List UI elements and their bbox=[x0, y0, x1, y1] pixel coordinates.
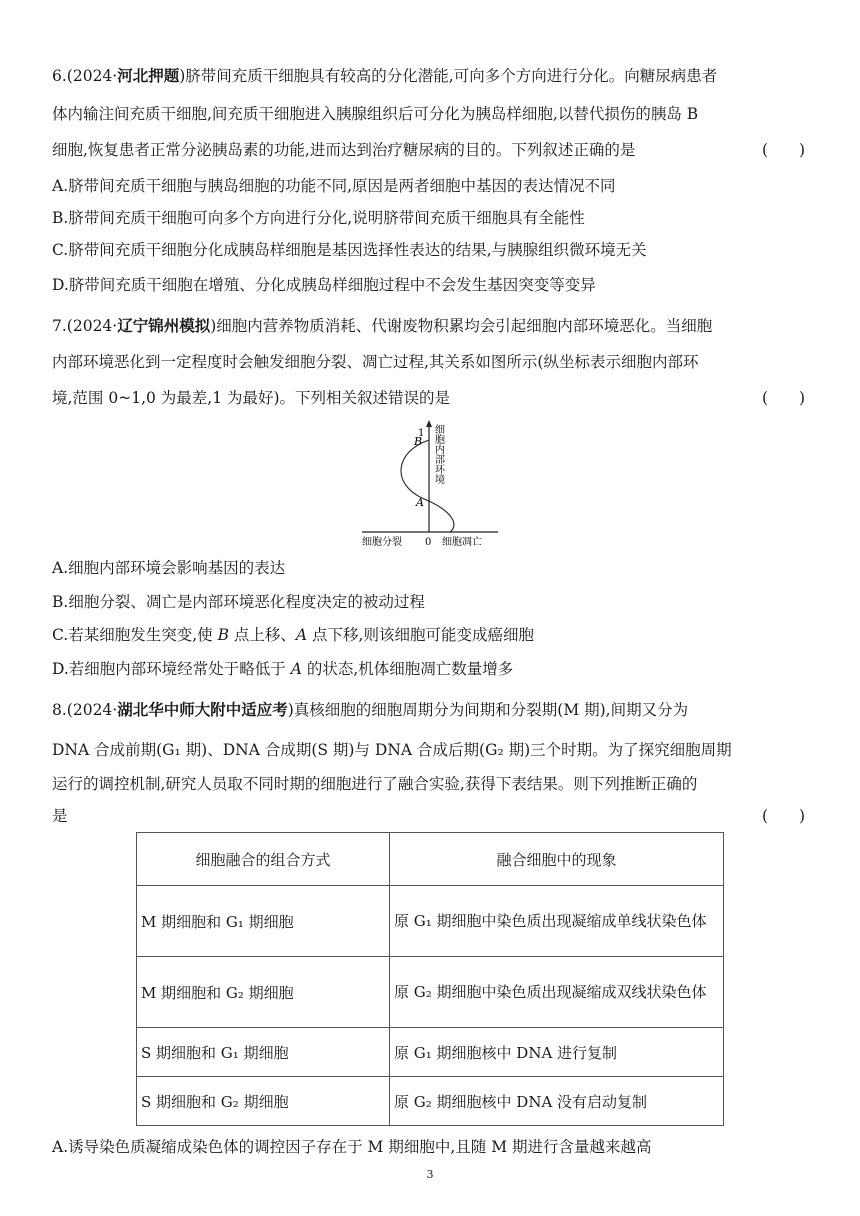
q6-option-d: D.脐带间充质干细胞在增殖、分化成胰岛样细胞过程中不会发生基因突变等变异 bbox=[52, 276, 596, 294]
label-b: B bbox=[414, 435, 423, 448]
q7-line-2: 内部环境恶化到一定程度时会触发细胞分裂、凋亡过程,其关系如图所示(纵坐标表示细胞内部环 bbox=[52, 353, 699, 371]
q6-source: 河北押题 bbox=[117, 67, 180, 85]
table-cell: S 期细胞和 G₂ 期细胞 bbox=[137, 1077, 390, 1126]
q7-option-b: B.细胞分裂、凋亡是内部环境恶化程度决定的被动过程 bbox=[52, 593, 425, 611]
q6-line-3: 细胞,恢复患者正常分泌胰岛素的功能,进而达到治疗糖尿病的目的。下列叙述正确的是 bbox=[52, 141, 636, 159]
table-header-row bbox=[137, 833, 724, 886]
q8-source: 湖北华中师大附中适应考 bbox=[117, 701, 288, 719]
q6-answer-paren: ( ) bbox=[762, 141, 806, 159]
table-row bbox=[137, 957, 724, 1028]
curve bbox=[401, 440, 454, 532]
q8-answer-paren: ( ) bbox=[762, 807, 806, 825]
q8-option-a: A.诱导染色质凝缩成染色体的调控因子存在于 M 期细胞中,且随 M 期进行含量越来越高 bbox=[52, 1138, 652, 1156]
q7-option-d: D.若细胞内部环境经常处于略低于 A 的状态,机体细胞凋亡数量增多 bbox=[52, 660, 514, 678]
q8-line-3: 运行的调控机制,研究人员取不同时期的细胞进行了融合实验,获得下表结果。则下列推断正确的 bbox=[52, 775, 698, 793]
table-cell: 原 G₂ 期细胞中染色质出现凝缩成双线状染色体 bbox=[390, 957, 724, 1028]
q8-line-4: 是 bbox=[52, 807, 68, 825]
table-row bbox=[137, 1077, 724, 1126]
q7-line-3: 境,范围 0~1,0 为最差,1 为最好)。下列相关叙述错误的是 bbox=[52, 389, 451, 407]
x-label-left: 细胞分裂 bbox=[362, 537, 402, 548]
y-tick-top: 1 bbox=[418, 428, 425, 439]
y-axis-label: 细胞内部环境 bbox=[432, 424, 444, 484]
table-header: 融合细胞中的现象 bbox=[390, 833, 724, 886]
q8-line-1: 8.(2024·湖北华中师大附中适应考)真核细胞的细胞周期分为间期和分裂期(M 期),间期又分为 bbox=[52, 701, 689, 719]
label-a: A bbox=[416, 496, 424, 509]
q7-source: 辽宁锦州模拟 bbox=[117, 317, 211, 335]
q6-option-c: C.脐带间充质干细胞分化成胰岛样细胞是基因选择性表达的结果,与胰腺组织微环境无关 bbox=[52, 241, 647, 259]
q8-line-2: DNA 合成前期(G₁ 期)、DNA 合成期(S 期)与 DNA 合成后期(G₂ 期)三个时期。为了探究细胞周期 bbox=[52, 741, 732, 759]
table-row bbox=[137, 1028, 724, 1077]
table-cell: M 期细胞和 G₂ 期细胞 bbox=[137, 957, 390, 1028]
q7-option-a: A.细胞内部环境会影响基因的表达 bbox=[52, 559, 286, 577]
q7-option-c: C.若某细胞发生突变,使 B 点上移、A 点下移,则该细胞可能变成癌细胞 bbox=[52, 626, 534, 644]
x-label-zero: 0 bbox=[425, 537, 432, 548]
y-axis-arrow bbox=[426, 420, 432, 427]
table-cell: M 期细胞和 G₁ 期细胞 bbox=[137, 886, 390, 957]
q6-line-1: 6.(2024·河北押题)脐带间充质干细胞具有较高的分化潜能,可向多个方向进行分化。向糖尿病患者 bbox=[52, 67, 718, 85]
fusion-table bbox=[136, 832, 724, 1126]
table-cell: S 期细胞和 G₁ 期细胞 bbox=[137, 1028, 390, 1077]
q7-answer-paren: ( ) bbox=[762, 389, 806, 407]
table-header: 细胞融合的组合方式 bbox=[137, 833, 390, 886]
q7-line-1: 7.(2024·辽宁锦州模拟)细胞内营养物质消耗、代谢废物积累均会引起细胞内部环境恶化。当细胞 bbox=[52, 317, 713, 335]
table-cell: 原 G₂ 期细胞核中 DNA 没有启动复制 bbox=[390, 1077, 724, 1126]
q7-figure bbox=[358, 418, 502, 550]
x-label-right: 细胞凋亡 bbox=[442, 537, 482, 548]
q6-option-b: B.脐带间充质干细胞可向多个方向进行分化,说明脐带间充质干细胞具有全能性 bbox=[52, 209, 585, 227]
table-cell: 原 G₁ 期细胞核中 DNA 进行复制 bbox=[390, 1028, 724, 1077]
table-cell: 原 G₁ 期细胞中染色质出现凝缩成单线状染色体 bbox=[390, 886, 724, 957]
q6-option-a: A.脐带间充质干细胞与胰岛细胞的功能不同,原因是两者细胞中基因的表达情况不同 bbox=[52, 177, 616, 195]
q6-line-2: 体内输注间充质干细胞,间充质干细胞进入胰腺组织后可分化为胰岛样细胞,以替代损伤的胰岛 B bbox=[52, 105, 699, 123]
table-row bbox=[137, 886, 724, 957]
page-number: 3 bbox=[426, 1168, 434, 1181]
